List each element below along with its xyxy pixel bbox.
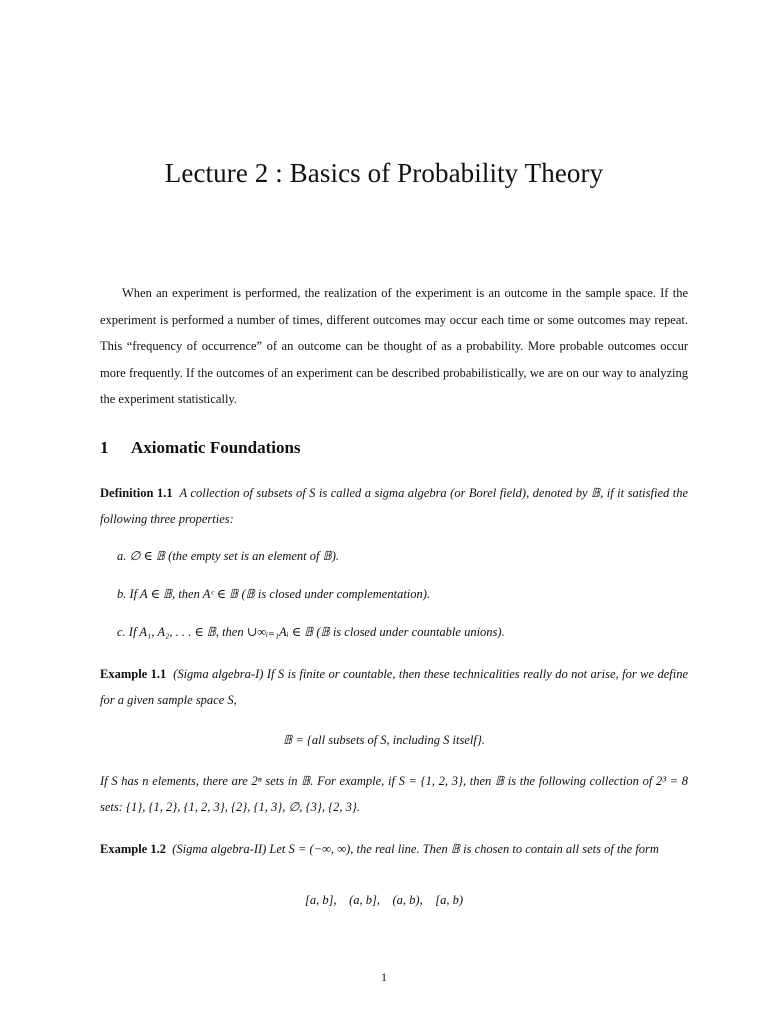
- example-1-text: (Sigma algebra-I) If S is finite or countable, then these technicalities really do not arise, for we define for a given sample space S,: [100, 667, 688, 707]
- example-1-block: [100, 661, 688, 713]
- definition-item-c: c. If A₁, A₂, . . . ∈ 𝔹, then ∪∞ᵢ₌₁Aᵢ ∈ 𝔹 (𝔹 is closed under countable unions).: [117, 625, 505, 639]
- section-number: 1: [100, 438, 109, 457]
- intro-paragraph: [100, 280, 688, 413]
- definition-item-b: b. If A ∈ 𝔹, then Aᶜ ∈ 𝔹 (𝔹 is closed under complementation).: [117, 587, 431, 601]
- example-1-label: Example 1.1: [100, 667, 167, 681]
- example-2-text: (Sigma algebra-II) Let S = (−∞, ∞), the real line. Then 𝔹 is chosen to contain all sets of the form: [172, 842, 659, 856]
- page-title: Lecture 2 : Basics of Probability Theory: [164, 158, 604, 188]
- example-1-followup: If S has n elements, there are 2ⁿ sets in 𝔹. For example, if S = {1, 2, 3}, then 𝔹 is the following collection of 2³ = 8 sets: {1}, {1, 2}, {1, 2, 3}, {2}, {1, 3}, ∅, {3}, {2, 3}.: [100, 774, 688, 814]
- section-title: Axiomatic Foundations: [131, 438, 301, 457]
- definition-block: [100, 480, 688, 532]
- section-heading: [100, 438, 301, 458]
- intro-text: When an experiment is performed, the realization of the experiment is an outcome in the sample space. If the experiment is performed a number of times, different outcomes may occur each time or some outcomes may repeat. This “frequency of occurrence” of an outcome can be thought of as a probability. More probable outcomes occur more frequently. If the outcomes of an experiment can be described probabilistically, we are on our way to analyzing the experiment statistically.: [100, 286, 688, 406]
- definition-item-a: a. ∅ ∈ 𝔹 (the empty set is an element of 𝔹).: [117, 549, 340, 563]
- definition-label: Definition 1.1: [100, 486, 173, 500]
- page-number: 1: [381, 970, 387, 984]
- definition-text: A collection of subsets of S is called a sigma algebra (or Borel field), denoted by 𝔹, if it satisfied the following three properties:: [100, 486, 688, 526]
- example-2-equation: [a, b], (a, b], (a, b), [a, b): [305, 893, 463, 907]
- example-1-equation: 𝔹 = {all subsets of S, including S itself}.: [283, 733, 485, 747]
- example-2-block: [100, 836, 688, 862]
- example-2-label: Example 1.2: [100, 842, 166, 856]
